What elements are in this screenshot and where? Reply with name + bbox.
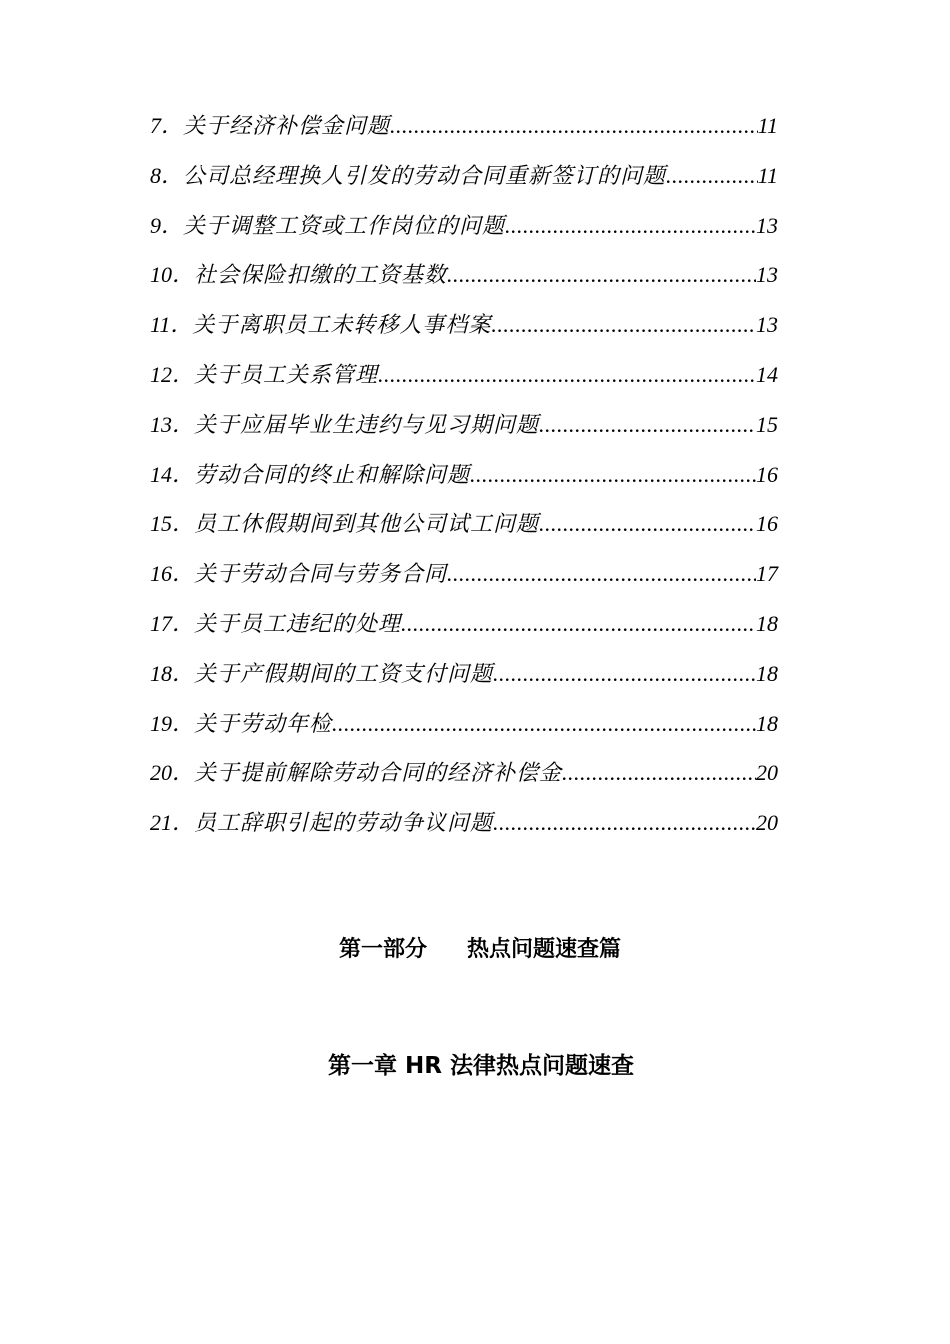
toc-entry-title: 关于产假期间的工资支付问题: [194, 661, 494, 687]
toc-entry-title: 公司总经理换人引发的劳动合同重新签订的问题: [183, 163, 667, 189]
toc-entry-title: 关于员工违纪的处理: [194, 611, 402, 637]
toc-dot-leader: [378, 357, 756, 393]
toc-entry-number: 17．: [150, 610, 195, 636]
toc-dot-leader: [447, 257, 756, 293]
toc-entry-number: 15．: [150, 511, 195, 537]
toc-dot-leader: [491, 307, 756, 343]
toc-dot-leader: [539, 407, 756, 443]
toc-entry-title: 关于提前解除劳动合同的经济补偿金: [194, 761, 563, 787]
toc-entry[interactable]: [150, 805, 778, 855]
part-heading: [0, 932, 950, 968]
toc-entry-page: 18: [756, 710, 778, 736]
toc-entry-title: 关于调整工资或工作岗位的问题: [183, 213, 506, 239]
toc-entry-number: 7．: [150, 113, 184, 138]
toc-entry-title: 关于员工关系管理: [194, 362, 379, 388]
toc-entry[interactable]: [150, 208, 778, 258]
toc-dot-leader: [470, 457, 756, 493]
table-of-contents: [150, 108, 778, 855]
toc-entry-number: 10．: [150, 262, 195, 288]
toc-entry-page: 16: [756, 511, 778, 537]
toc-dot-leader: [447, 556, 756, 592]
toc-dot-leader: [562, 755, 756, 791]
toc-entry[interactable]: [150, 506, 778, 556]
toc-entry-title: 关于经济补偿金问题: [183, 114, 391, 139]
toc-entry-number: 13．: [150, 411, 195, 437]
toc-entry-page: 17: [756, 561, 778, 587]
toc-entry-page: 14: [756, 361, 778, 387]
toc-entry-page: 20: [756, 810, 778, 836]
toc-dot-leader: [332, 706, 756, 742]
toc-entry-number: 16．: [150, 561, 195, 587]
toc-dot-leader: [539, 506, 756, 542]
toc-entry-page: 18: [756, 610, 778, 636]
toc-entry-page: 13: [756, 212, 778, 238]
toc-entry[interactable]: [150, 158, 778, 208]
toc-entry-title: 社会保险扣缴的工资基数: [194, 263, 448, 289]
toc-entry-number: 9．: [150, 212, 184, 238]
toc-dot-leader: [666, 158, 758, 194]
toc-entry[interactable]: [150, 606, 778, 656]
toc-entry[interactable]: [150, 556, 778, 606]
toc-entry-title: 员工休假期间到其他公司试工问题: [194, 512, 540, 538]
toc-entry-number: 14．: [150, 461, 195, 487]
toc-entry-page: 16: [756, 461, 778, 487]
toc-entry-page: 13: [756, 312, 778, 338]
toc-entry-page: 11: [757, 113, 778, 138]
toc-entry-number: 21．: [150, 810, 195, 836]
toc-entry-number: 11．: [150, 312, 193, 338]
toc-entry-number: 8．: [150, 162, 184, 188]
toc-dot-leader: [390, 108, 758, 144]
toc-entry[interactable]: [150, 656, 778, 706]
toc-entry-page: 20: [756, 760, 778, 786]
toc-entry[interactable]: [150, 357, 778, 407]
toc-dot-leader: [493, 805, 756, 841]
toc-entry-page: 15: [756, 411, 778, 437]
toc-entry-title: 关于劳动年检: [194, 711, 333, 737]
toc-entry-number: 18．: [150, 660, 195, 686]
toc-entry-title: 员工辞职引起的劳动争议问题: [194, 811, 494, 837]
toc-entry[interactable]: [150, 307, 778, 357]
part-heading-title: 热点问题速查篇: [467, 937, 622, 962]
toc-entry-page: 11: [757, 162, 778, 188]
toc-entry-number: 12．: [150, 361, 195, 387]
toc-entry[interactable]: [150, 706, 778, 756]
toc-entry-page: 18: [756, 660, 778, 686]
toc-entry[interactable]: [150, 457, 778, 507]
toc-dot-leader: [493, 656, 756, 692]
toc-entry-number: 19．: [150, 710, 195, 736]
toc-entry[interactable]: [150, 108, 778, 158]
toc-entry[interactable]: [150, 407, 778, 457]
toc-entry-number: 20．: [150, 760, 195, 786]
chapter-heading: 第一章 HR 法律热点问题速查: [328, 1053, 634, 1079]
toc-entry-page: 13: [756, 262, 778, 288]
toc-entry[interactable]: [150, 755, 778, 805]
toc-entry-title: 关于劳动合同与劳务合同: [194, 562, 448, 588]
part-heading-label: 第一部分: [338, 937, 427, 962]
toc-entry-title: 关于离职员工未转移人事档案: [192, 313, 492, 339]
toc-dot-leader: [401, 606, 756, 642]
toc-entry-title: 关于应届毕业生违约与见习期问题: [194, 412, 540, 438]
toc-entry[interactable]: [150, 257, 778, 307]
toc-entry-title: 劳动合同的终止和解除问题: [194, 462, 471, 488]
toc-dot-leader: [505, 208, 756, 244]
